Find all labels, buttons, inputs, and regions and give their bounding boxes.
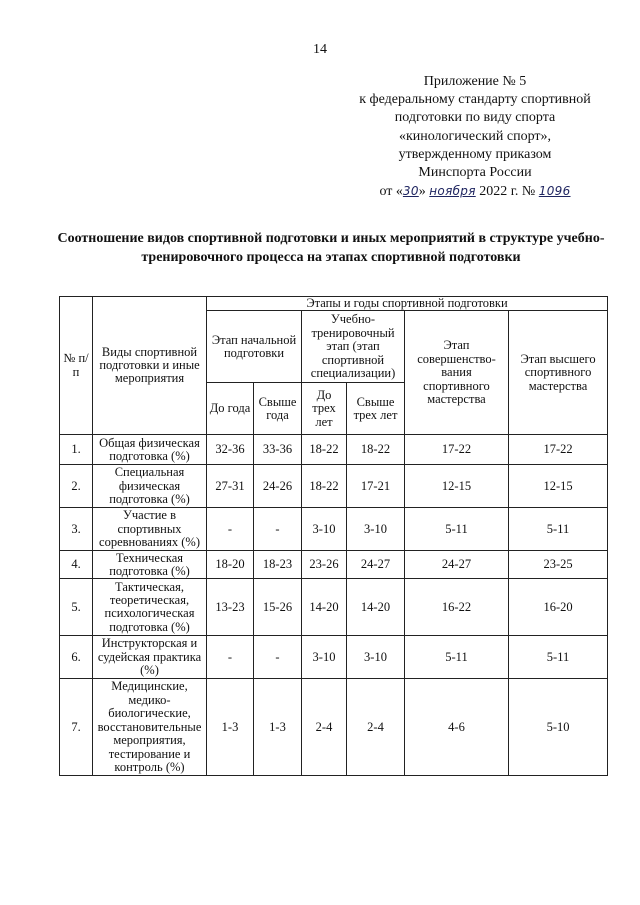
handwritten-order-number: 1096 [538, 184, 571, 199]
header-stage-initial: Этап начальной подготовки [207, 311, 302, 383]
row-value: 23-26 [302, 551, 347, 579]
table-row [60, 679, 608, 776]
row-name: Медицинские, медико-биологические, восстановительные мероприятия, тестирование и контроль (%) [93, 679, 207, 776]
header-stage-highest: Этап высшего спортивного мастерства [509, 311, 608, 435]
row-value: 3-10 [302, 508, 347, 551]
row-value: 33-36 [254, 435, 302, 465]
row-num: 5. [60, 579, 93, 636]
table-row [60, 508, 608, 551]
training-structure-table [59, 296, 608, 776]
row-value: 1-3 [254, 679, 302, 776]
handwritten-month: ноября [429, 184, 476, 199]
appendix-line: «кинологический спорт», [398, 128, 552, 144]
order-date-line [340, 182, 610, 201]
row-value: 3-10 [302, 636, 347, 679]
header-stages-group: Этапы и годы спортивной подготовки [207, 297, 608, 311]
row-num: 2. [60, 465, 93, 508]
row-value: 2-4 [347, 679, 405, 776]
row-value: 13-23 [207, 579, 254, 636]
date-year: 2022 г. № [479, 184, 536, 200]
table-row [60, 636, 608, 679]
row-value: 17-22 [405, 435, 509, 465]
row-value: 5-11 [509, 508, 608, 551]
row-value: 3-10 [347, 508, 405, 551]
header-training-up-to-three: До трех лет [302, 383, 347, 435]
row-value: 1-3 [207, 679, 254, 776]
row-value: - [207, 508, 254, 551]
row-value: 23-25 [509, 551, 608, 579]
row-value: - [207, 636, 254, 679]
row-value: 14-20 [302, 579, 347, 636]
row-value: 18-23 [254, 551, 302, 579]
row-value: 18-20 [207, 551, 254, 579]
page-number: 14 [313, 42, 327, 57]
header-initial-up-to-year: До года [207, 383, 254, 435]
row-value: 15-26 [254, 579, 302, 636]
date-prefix: от « [379, 184, 403, 200]
row-value: - [254, 508, 302, 551]
appendix-line: подготовки по виду спорта [394, 110, 556, 126]
row-value: 16-22 [405, 579, 509, 636]
row-name: Тактическая, теоретическая, психологическая подготовка (%) [93, 579, 207, 636]
row-num: 6. [60, 636, 93, 679]
header-training-over-three: Свыше трех лет [347, 383, 405, 435]
row-name: Специальная физическая подготовка (%) [93, 465, 207, 508]
header-stage-training: Учебно-тренировочный этап (этап спортивной специализации) [302, 311, 405, 383]
row-value: 24-27 [405, 551, 509, 579]
row-value: 24-27 [347, 551, 405, 579]
row-value: 18-22 [302, 435, 347, 465]
table-row [60, 579, 608, 636]
row-name: Инструкторская и судейская практика (%) [93, 636, 207, 679]
row-value: 17-22 [509, 435, 608, 465]
row-value: 12-15 [509, 465, 608, 508]
row-num: 4. [60, 551, 93, 579]
header-num: № п/п [60, 297, 93, 435]
row-value: 5-11 [509, 636, 608, 679]
row-value: 17-21 [347, 465, 405, 508]
table-row [60, 465, 608, 508]
row-value: - [254, 636, 302, 679]
header-stage-improvement: Этап совершенство-вания спортивного мастерства [405, 311, 509, 435]
header-initial-over-year: Свыше года [254, 383, 302, 435]
appendix-line: к федеральному стандарту спортивной [359, 92, 591, 108]
row-value: 16-20 [509, 579, 608, 636]
document-title: Соотношение видов спортивной подготовки и иных мероприятий в структуре учебно-тренировочного процесса на этапах спортивной подготовки [57, 231, 605, 265]
handwritten-day: 30 [402, 184, 419, 199]
row-value: 5-11 [405, 508, 509, 551]
row-name: Общая физическая подготовка (%) [93, 435, 207, 465]
date-mid: » [418, 184, 426, 200]
row-name: Участие в спортивных соревнованиях (%) [93, 508, 207, 551]
row-num: 1. [60, 435, 93, 465]
row-value: 18-22 [302, 465, 347, 508]
header-types: Виды спортивной подготовки и иные мероприятия [93, 297, 207, 435]
row-value: 3-10 [347, 636, 405, 679]
row-value: 18-22 [347, 435, 405, 465]
row-value: 24-26 [254, 465, 302, 508]
row-value: 14-20 [347, 579, 405, 636]
row-value: 32-36 [207, 435, 254, 465]
row-name: Техническая подготовка (%) [93, 551, 207, 579]
appendix-block [340, 73, 610, 201]
row-value: 5-10 [509, 679, 608, 776]
row-value: 2-4 [302, 679, 347, 776]
row-num: 3. [60, 508, 93, 551]
row-value: 27-31 [207, 465, 254, 508]
row-value: 4-6 [405, 679, 509, 776]
table-row [60, 551, 608, 579]
table-row [60, 435, 608, 465]
row-value: 12-15 [405, 465, 509, 508]
row-value: 5-11 [405, 636, 509, 679]
appendix-line: утвержденному приказом [398, 146, 552, 162]
appendix-line: Минспорта России [418, 165, 532, 181]
row-num: 7. [60, 679, 93, 776]
appendix-line: Приложение № 5 [423, 74, 527, 89]
